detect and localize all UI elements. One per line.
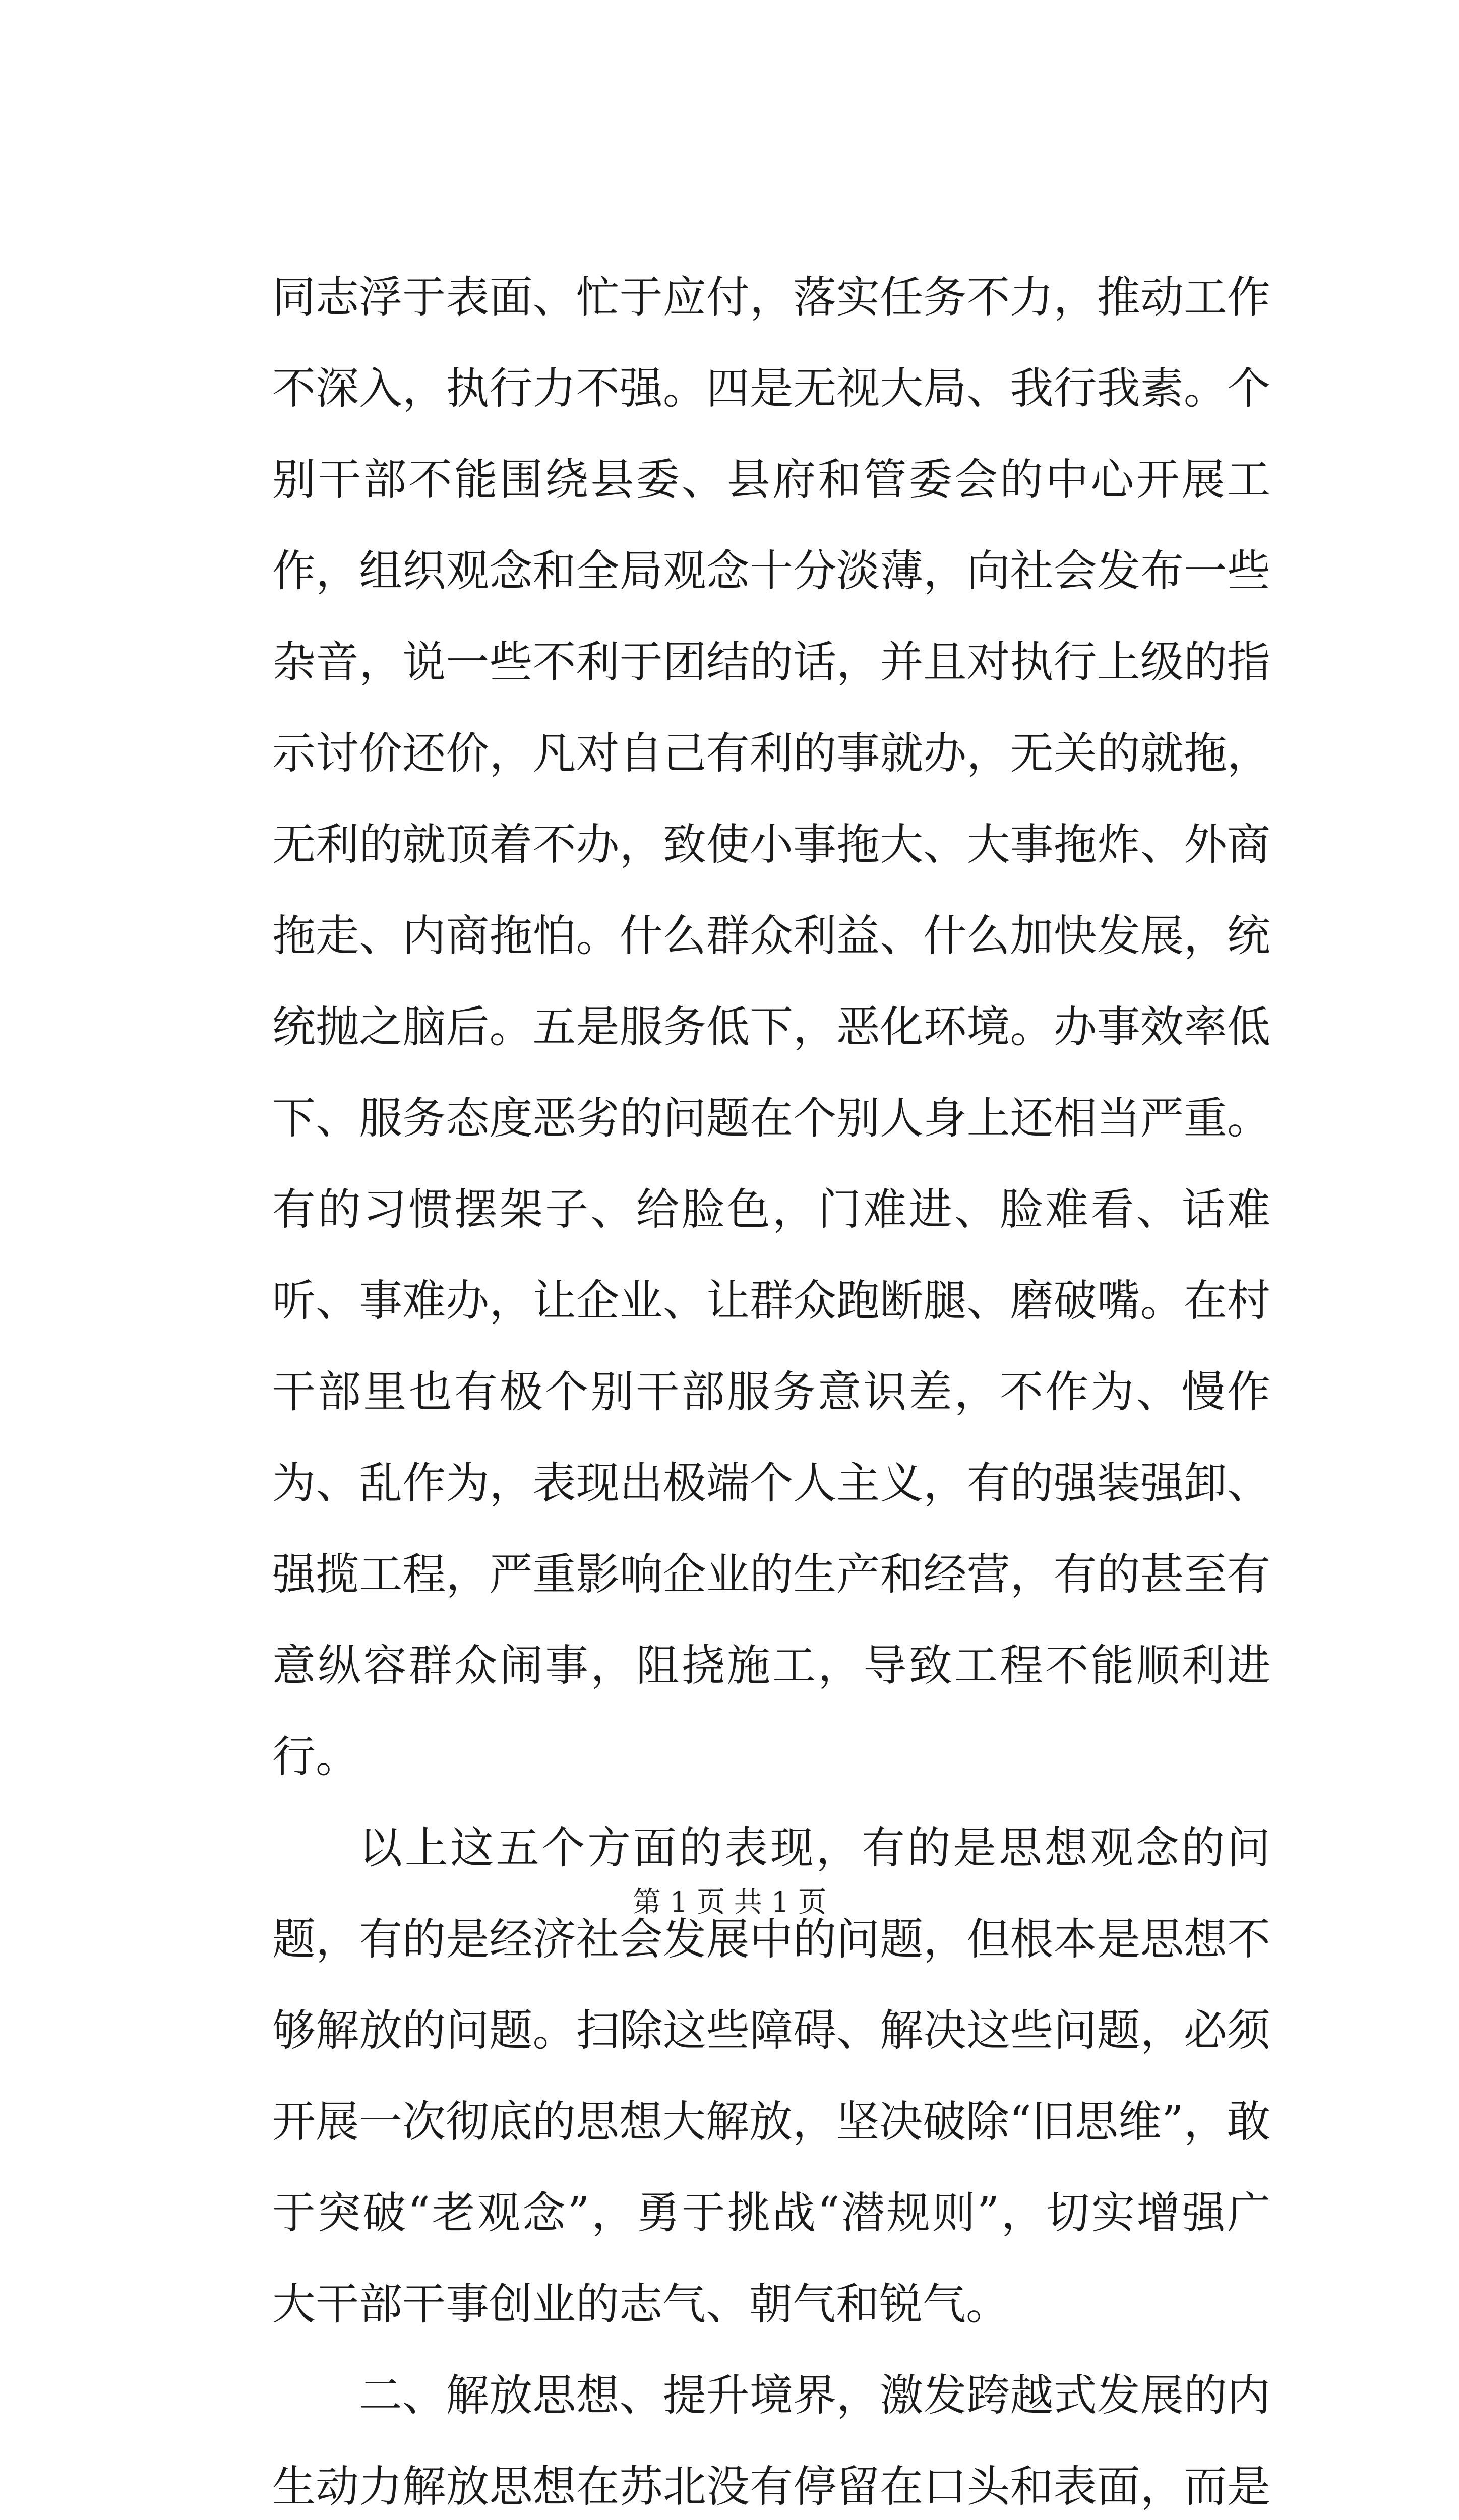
document-body bbox=[272, 252, 1270, 2520]
paragraph-2: 以上这五个方面的表现，有的是思想观念的问题，有的是经济社会发展中的问题，但根本是思想不够解放的问题。扫除这些障碍、解决这些问题，必须开展一次彻底的思想大解放，坚决破除“旧思维”，敢于突破“老观念”，勇于挑战“潜规则”，切实增强广大干部干事创业的志气、朝气和锐气。 bbox=[272, 1823, 1270, 2329]
paragraph-3: 二、解放思想、提升境界，激发跨越式发展的内生动力解放思想在苏北没有停留在口头和表面，而是 bbox=[272, 2370, 1270, 2512]
page-footer: 第 1 页 共 1 页 bbox=[632, 1886, 827, 1919]
paragraph-1: 同志浮于表面、忙于应付，落实任务不力，推动工作不深入，执行力不强。四是无视大局、我行我素。个别干部不能围绕县委、县府和管委会的中心开展工作，组织观念和全局观念十分淡薄，向社会发布一些杂音，说一些不利于团结的话，并且对执行上级的指示讨价还价，凡对自己有利的事就办，无关的就拖，无利的就顶着不办，致使小事拖大、大事拖炸、外商拖走、内商拖怕。什么群众利益、什么加快发展，统统抛之脑后。五是服务低下，恶化环境。办事效率低下、服务态度恶劣的问题在个别人身上还相当严重。有的习惯摆架子、给脸色，门难进、脸难看、话难听、事难办，让企业、让群众跑断腿、磨破嘴。在村干部里也有极个别干部服务意识差，不作为、慢作为、乱作为，表现出极端个人主义，有的强装强卸、强揽工程，严重影响企业的生产和经营，有的甚至有意纵容群众闹事，阻挠施工，导致工程不能顺利进行。 bbox=[272, 272, 1270, 1782]
